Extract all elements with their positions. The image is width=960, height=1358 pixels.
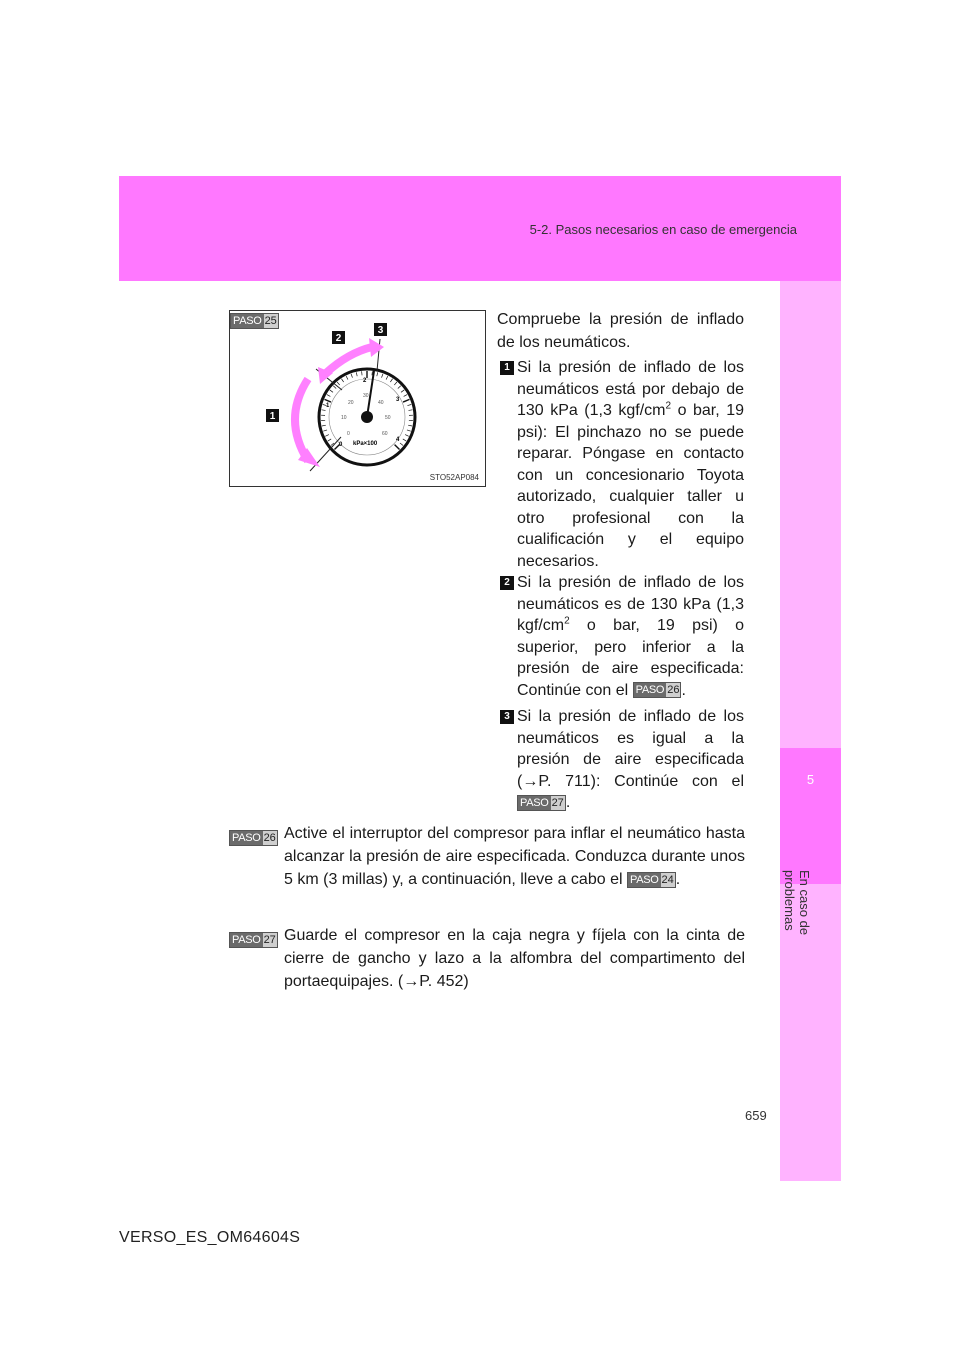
intro-text: Compruebe la presión de inflado de los neumáticos. (497, 311, 744, 351)
step-27: PASO 27 Guarde el compresor en la caja negra y fíjela con la cinta de cierre de gancho y lazo a la alfombra del compartimento del portaequipajes. (→P. 452) (229, 924, 745, 993)
side-tab-active (780, 748, 841, 884)
section-header (119, 176, 841, 281)
pressure-gauge-figure (229, 310, 486, 487)
step-ref-24[interactable]: PASO 24 (627, 872, 676, 888)
gauge-outer-label-1: 1 (326, 403, 330, 409)
condition-item-1: 1 Si la presión de inflado de los neumáticos está por debajo de 130 kPa (1,3 kgf/$cm^2$ o bar, 19 psi): El pinchazo no se puede reparar. Póngase en contacto con un concesionario Toyota autorizado, cualquier taller u otro profesional con la cualificación y el equipo necesarios. (500, 357, 744, 572)
gauge-inner-label-60: 60 (382, 431, 388, 437)
gauge-outer-label-4: 4 (396, 437, 400, 443)
gauge-inner-label-20: 20 (348, 400, 354, 406)
gauge-outer-label-2: 2 (363, 378, 367, 384)
item-mark-2: 2 (500, 576, 514, 590)
gauge-inner-label-0: 0 (347, 431, 350, 437)
gauge-hub (361, 411, 373, 423)
condition-item-3: 3 Si la presión de inflado de los neumáticos es igual a la presión de aire especificada (→P. 711): Continúe con el PASO 27 . (500, 706, 744, 814)
gauge-illustration (230, 311, 485, 486)
gauge-inner-label-30: 30 (363, 393, 369, 399)
step-26: PASO 26 Active el interruptor del compresor para inflar el neumático hasta alcanzar la presión de aire especificada. Conduzca durante unos 5 km (3 millas) y, a continuación, lleve a cabo el PASO 24 . (229, 822, 745, 891)
chapter-number: 5 (806, 772, 815, 787)
callout-1-label: 1 (269, 411, 276, 422)
item-mark-3: 3 (500, 710, 514, 724)
arrow-range-1 (295, 379, 308, 461)
step-badge-27: PASO 27 (229, 932, 278, 948)
page-number: 659 (745, 1108, 767, 1123)
gauge-outer-label-0: 0 (339, 442, 343, 448)
condition-item-2: 2 Si la presión de inflado de los neumáticos es de 130 kPa (1,3 kgf/$cm^2$ o bar, 19 psi) o superior, pero inferior a la presión de aire especificada: Continúe con el PASO 26 . (500, 572, 744, 701)
chapter-title: En caso de problemas (782, 870, 812, 936)
step-badge-25: PASO 25 (230, 313, 279, 329)
side-tab-upper (780, 281, 841, 748)
section-title: 5-2. Pasos necesarios en caso de emergencia (529, 222, 797, 237)
step-ref-26[interactable]: PASO 26 (633, 682, 682, 698)
callout-3-label: 3 (377, 325, 384, 336)
gauge-outer-label-3: 3 (396, 397, 400, 403)
item-mark-1: 1 (500, 361, 514, 375)
callout-2-label: 2 (335, 333, 342, 344)
step-badge-26: PASO 26 (229, 830, 278, 846)
figure-code: STO52AP084 (429, 473, 479, 482)
document-code: VERSO_ES_OM64604S (119, 1229, 301, 1246)
arrow-range-2-head-right (369, 338, 384, 357)
gauge-inner-label-50: 50 (385, 415, 391, 421)
step-ref-27[interactable]: PASO 27 (517, 795, 566, 811)
gauge-inner-label-10: 10 (341, 415, 347, 421)
gauge-inner-label-40: 40 (378, 400, 384, 406)
gauge-unit: kPa×100 (353, 441, 378, 447)
